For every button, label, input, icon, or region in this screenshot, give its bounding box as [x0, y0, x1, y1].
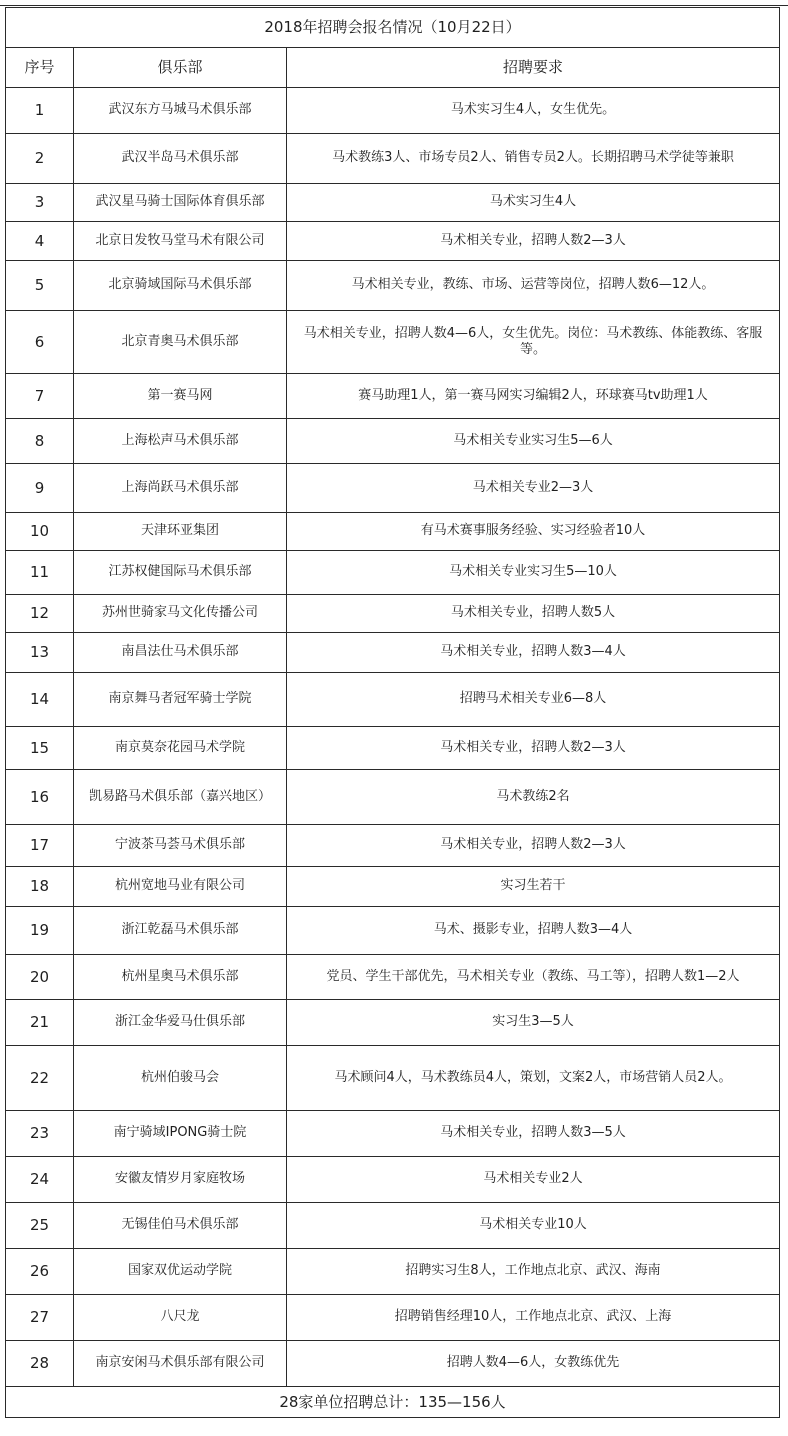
row-number: 4: [6, 222, 74, 261]
row-number: 9: [6, 464, 74, 513]
table-row: [6, 374, 780, 419]
table-row: [6, 1157, 780, 1203]
row-number: 14: [6, 673, 74, 727]
requirements: 赛马助理1人，第一赛马网实习编辑2人，环球赛马tv助理1人: [287, 374, 780, 419]
table-row: [6, 1341, 780, 1387]
club-name: 凯易路马术俱乐部（嘉兴地区）: [74, 770, 287, 825]
table-row: [6, 222, 780, 261]
header-club: 俱乐部: [74, 48, 287, 88]
requirements: 招聘销售经理10人，工作地点北京、武汉、上海: [287, 1295, 780, 1341]
club-name: 上海尚跃马术俱乐部: [74, 464, 287, 513]
row-number: 16: [6, 770, 74, 825]
club-name: 安徽友情岁月家庭牧场: [74, 1157, 287, 1203]
requirements: 马术相关专业，招聘人数3—5人: [287, 1111, 780, 1157]
requirements: 马术相关专业，招聘人数2—3人: [287, 825, 780, 867]
header-num: 序号: [6, 48, 74, 88]
club-name: 南京莫奈花园马术学院: [74, 727, 287, 770]
club-name: 武汉半岛马术俱乐部: [74, 134, 287, 184]
requirements: 马术相关专业实习生5—6人: [287, 419, 780, 464]
requirements: 马术顾问4人，马术教练员4人，策划，文案2人，市场营销人员2人。: [287, 1046, 780, 1111]
row-number: 17: [6, 825, 74, 867]
row-number: 1: [6, 88, 74, 134]
table-row: [6, 261, 780, 311]
club-name: 杭州宽地马业有限公司: [74, 867, 287, 907]
recruitment-table: [5, 7, 780, 1418]
table-row: [6, 1249, 780, 1295]
table-row: [6, 955, 780, 1000]
table-row: [6, 464, 780, 513]
requirements: 马术教练3人、市场专员2人、销售专员2人。长期招聘马术学徒等兼职: [287, 134, 780, 184]
club-name: 杭州星奥马术俱乐部: [74, 955, 287, 1000]
row-number: 26: [6, 1249, 74, 1295]
row-number: 24: [6, 1157, 74, 1203]
club-name: 北京骑域国际马术俱乐部: [74, 261, 287, 311]
table-row: [6, 727, 780, 770]
requirements: 马术相关专业，招聘人数5人: [287, 595, 780, 633]
row-number: 21: [6, 1000, 74, 1046]
table-row: [6, 1046, 780, 1111]
header-req: 招聘要求: [287, 48, 780, 88]
table-row: [6, 825, 780, 867]
row-number: 7: [6, 374, 74, 419]
table-row: [6, 633, 780, 673]
requirements: 实习生3—5人: [287, 1000, 780, 1046]
row-number: 3: [6, 184, 74, 222]
top-strip: [0, 0, 788, 6]
table-row: [6, 134, 780, 184]
row-number: 13: [6, 633, 74, 673]
row-number: 19: [6, 907, 74, 955]
table-row: [6, 88, 780, 134]
total-summary: 28家单位招聘总计：135—156人: [6, 1387, 780, 1418]
club-name: 八尺龙: [74, 1295, 287, 1341]
table-row: [6, 184, 780, 222]
club-name: 浙江金华爱马仕俱乐部: [74, 1000, 287, 1046]
club-name: 武汉东方马城马术俱乐部: [74, 88, 287, 134]
requirements: 马术相关专业，招聘人数3—4人: [287, 633, 780, 673]
table-row: [6, 1203, 780, 1249]
row-number: 2: [6, 134, 74, 184]
table-row: [6, 311, 780, 374]
table-row: [6, 867, 780, 907]
table-row: [6, 673, 780, 727]
title-row: [6, 8, 780, 48]
table-row: [6, 907, 780, 955]
club-name: 南京安闲马术俱乐部有限公司: [74, 1341, 287, 1387]
requirements: 马术相关专业，招聘人数4—6人，女生优先。岗位：马术教练、体能教练、客服等。: [287, 311, 780, 374]
table-row: [6, 513, 780, 551]
club-name: 苏州世骑家马文化传播公司: [74, 595, 287, 633]
table-row: [6, 419, 780, 464]
row-number: 18: [6, 867, 74, 907]
table-row: [6, 1111, 780, 1157]
row-number: 27: [6, 1295, 74, 1341]
club-name: 南宁骑域IPONG骑士院: [74, 1111, 287, 1157]
table-row: [6, 770, 780, 825]
table-title: 2018年招聘会报名情况（10月22日）: [6, 8, 780, 48]
table-row: [6, 1295, 780, 1341]
requirements: 马术、摄影专业，招聘人数3—4人: [287, 907, 780, 955]
row-number: 12: [6, 595, 74, 633]
requirements: 马术相关专业，招聘人数2—3人: [287, 222, 780, 261]
row-number: 11: [6, 551, 74, 595]
requirements: 马术相关专业，教练、市场、运营等岗位，招聘人数6—12人。: [287, 261, 780, 311]
row-number: 25: [6, 1203, 74, 1249]
requirements: 党员、学生干部优先，马术相关专业（教练、马工等），招聘人数1—2人: [287, 955, 780, 1000]
requirements: 马术相关专业实习生5—10人: [287, 551, 780, 595]
row-number: 15: [6, 727, 74, 770]
table-row: [6, 595, 780, 633]
header-row: [6, 48, 780, 88]
table-row: [6, 1000, 780, 1046]
requirements: 招聘人数4—6人，女教练优先: [287, 1341, 780, 1387]
requirements: 马术教练2名: [287, 770, 780, 825]
requirements: 马术实习生4人: [287, 184, 780, 222]
club-name: 北京日发牧马堂马术有限公司: [74, 222, 287, 261]
club-name: 无锡佳伯马术俱乐部: [74, 1203, 287, 1249]
table-row: [6, 551, 780, 595]
requirements: 马术相关专业10人: [287, 1203, 780, 1249]
club-name: 浙江乾磊马术俱乐部: [74, 907, 287, 955]
club-name: 杭州伯骏马会: [74, 1046, 287, 1111]
club-name: 南京舞马者冠军骑士学院: [74, 673, 287, 727]
requirements: 有马术赛事服务经验、实习经验者10人: [287, 513, 780, 551]
row-number: 8: [6, 419, 74, 464]
row-number: 10: [6, 513, 74, 551]
club-name: 上海松声马术俱乐部: [74, 419, 287, 464]
club-name: 国家双优运动学院: [74, 1249, 287, 1295]
club-name: 武汉星马骑士国际体育俱乐部: [74, 184, 287, 222]
club-name: 北京青奥马术俱乐部: [74, 311, 287, 374]
footer-row: [6, 1387, 780, 1418]
club-name: 南昌法仕马术俱乐部: [74, 633, 287, 673]
requirements: 招聘实习生8人，工作地点北京、武汉、海南: [287, 1249, 780, 1295]
club-name: 天津环亚集团: [74, 513, 287, 551]
requirements: 马术相关专业2人: [287, 1157, 780, 1203]
row-number: 28: [6, 1341, 74, 1387]
requirements: 招聘马术相关专业6—8人: [287, 673, 780, 727]
club-name: 第一赛马网: [74, 374, 287, 419]
club-name: 江苏权健国际马术俱乐部: [74, 551, 287, 595]
club-name: 宁波茶马荟马术俱乐部: [74, 825, 287, 867]
row-number: 6: [6, 311, 74, 374]
row-number: 20: [6, 955, 74, 1000]
requirements: 马术相关专业，招聘人数2—3人: [287, 727, 780, 770]
requirements: 实习生若干: [287, 867, 780, 907]
row-number: 22: [6, 1046, 74, 1111]
row-number: 23: [6, 1111, 74, 1157]
requirements: 马术相关专业2—3人: [287, 464, 780, 513]
requirements: 马术实习生4人，女生优先。: [287, 88, 780, 134]
row-number: 5: [6, 261, 74, 311]
